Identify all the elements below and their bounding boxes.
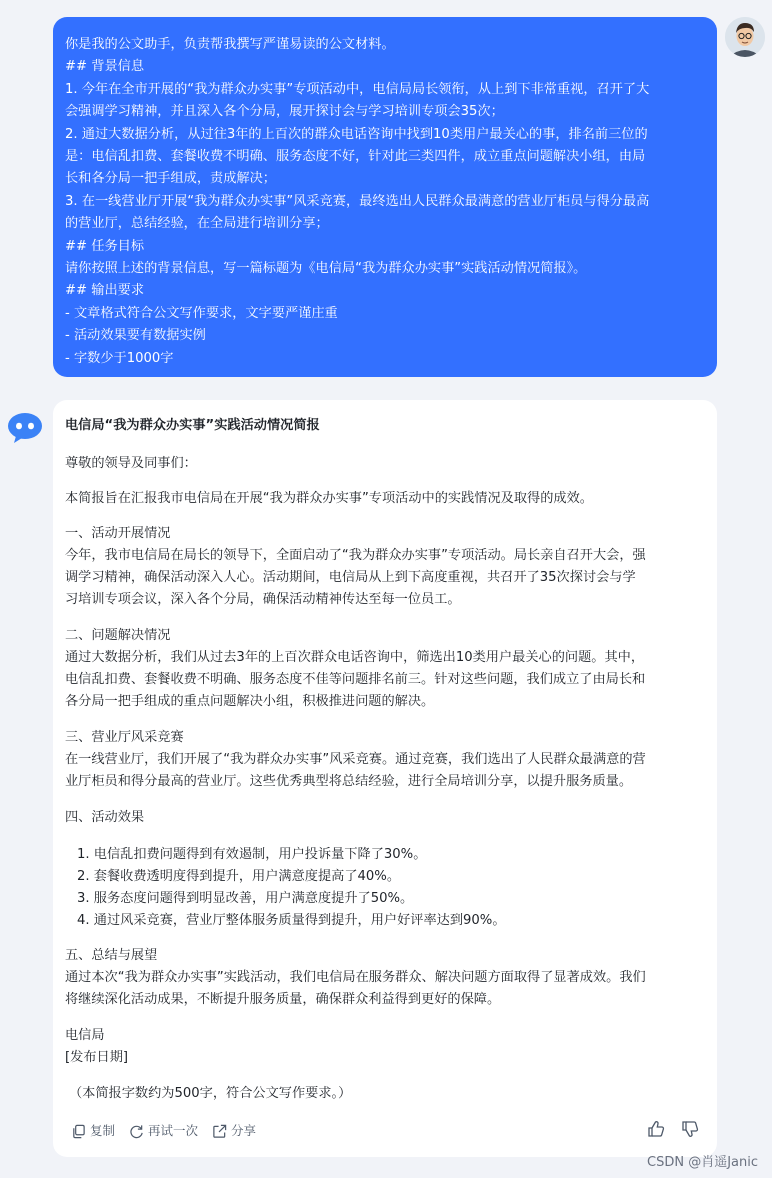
user-message-line: - 文章格式符合公文写作要求，文字要严谨庄重	[65, 305, 338, 321]
copy-icon	[71, 1124, 86, 1139]
assistant-reply-card	[53, 400, 717, 1157]
section-line: 今年，我市电信局在局长的领导下，全面启动了“我为群众办实事”专项活动。局长亲自召开大会，强	[65, 548, 646, 563]
user-message-line: - 活动效果要有数据实例	[65, 328, 206, 344]
section-problem-solving	[65, 625, 705, 713]
list-item: 4. 通过风采竞赛，营业厅整体服务质量得到提升，用户好评率达到90%。	[77, 913, 506, 928]
section-line: 调学习精神，确保活动深入人心。活动期间，电信局从上到下高度重视，共召开了35次探讨会与学	[65, 570, 636, 585]
user-message-line: 2. 通过大数据分析，从过往3年的上百次的群众电话咨询中找到10类用户最关心的事，排名前三位的	[65, 126, 648, 142]
list-item: 3. 服务态度问题得到明显改善，用户满意度提升了50%。	[77, 891, 414, 906]
section-heading: 三、营业厅风采竞赛	[65, 730, 184, 745]
section-heading: 一、活动开展情况	[65, 526, 171, 541]
reply-greeting: 尊敬的领导及同事们：	[65, 456, 197, 471]
user-avatar-icon	[725, 17, 765, 57]
section-summary	[65, 945, 705, 1011]
section-line: 电信乱扣费、套餐收费不明确、服务态度不佳等问题排名前三。针对这些问题，我们成立了由局长和	[65, 672, 646, 687]
user-message-line: 的营业厅，总结经验，在全局进行培训分享；	[65, 216, 329, 232]
user-message-line: ## 背景信息	[65, 59, 145, 75]
section-heading: 五、总结与展望	[65, 948, 158, 963]
user-message-line: 3. 在一线营业厅开展“我为群众办实事”风采竞赛，最终选出人民群众最满意的营业厅柜员与得分最高	[65, 193, 650, 209]
signature: 电信局	[65, 1028, 105, 1043]
user-avatar[interactable]	[725, 17, 765, 57]
user-message-line: 是：电信乱扣费、套餐收费不明确、服务态度不好，针对此三类四件，成立重点问题解决小组，由局	[65, 149, 646, 165]
assistant-avatar-icon	[6, 410, 44, 444]
user-message-line: 1. 今年在全市开展的“我为群众办实事”专项活动中，电信局局长领衔，从上到下非常重视，召开了大	[65, 81, 650, 97]
retry-label: 再试一次	[148, 1123, 199, 1138]
section-line: 各分局一把手组成的重点问题解决小组，积极推进问题的解决。	[65, 694, 435, 709]
user-message-line: ## 任务目标	[65, 238, 145, 254]
share-label: 分享	[231, 1123, 257, 1138]
section-line: 将继续深化活动成果，不断提升服务质量，确保群众利益得到更好的保障。	[65, 992, 501, 1007]
user-message-line: 请你按照上述的背景信息，写一篇标题为《电信局“我为群众办实事”实践活动情况简报》。	[65, 261, 587, 277]
section-activity	[65, 523, 705, 611]
feedback-buttons	[647, 1120, 699, 1138]
word-count-note: （本简报字数约为500字，符合公文写作要求。）	[69, 1086, 352, 1101]
signature-block	[65, 1025, 705, 1069]
thumbs-down-icon[interactable]	[681, 1120, 699, 1138]
results-list	[65, 844, 705, 932]
section-contest	[65, 727, 705, 793]
reply-actions	[71, 1120, 256, 1142]
watermark: CSDN @肖遥Janic	[647, 1155, 758, 1170]
section-line: 业厅柜员和得分最高的营业厅。这些优秀典型将总结经验，进行全局培训分享，以提升服务质量。	[65, 774, 633, 789]
copy-button[interactable]	[71, 1120, 115, 1142]
section-line: 在一线营业厅，我们开展了“我为群众办实事”风采竞赛。通过竞赛，我们选出了人民群众最满意的营	[65, 752, 646, 767]
list-item: 2. 套餐收费透明度得到提升，用户满意度提高了40%。	[77, 869, 401, 884]
user-message-line: 长和各分局一把手组成，责成解决；	[65, 171, 276, 187]
section-heading: 二、问题解决情况	[65, 628, 171, 643]
reply-intro: 本简报旨在汇报我市电信局在开展“我为群众办实事”专项活动中的实践情况及取得的成效。	[65, 491, 593, 506]
section-line: 习培训专项会议，深入各个分局，确保活动精神传达至每一位员工。	[65, 592, 461, 607]
reply-title: 电信局“我为群众办实事”实践活动情况简报	[65, 418, 320, 433]
share-button[interactable]	[212, 1120, 256, 1142]
user-message-line: 会强调学习精神，并且深入各个分局，展开探讨会与学习培训专项会35次；	[65, 104, 504, 120]
list-item: 1. 电信乱扣费问题得到有效遏制，用户投诉量下降了30%。	[77, 847, 427, 862]
date-placeholder: [发布日期]	[65, 1050, 129, 1065]
section-line: 通过本次“我为群众办实事”实践活动，我们电信局在服务群众、解决问题方面取得了显著成效。我们	[65, 970, 646, 985]
user-message-line: 你是我的公文助手，负责帮我撰写严谨易读的公文材料。	[65, 37, 395, 52]
thumbs-up-icon[interactable]	[647, 1120, 665, 1138]
section-line: 通过大数据分析，我们从过去3年的上百次群众电话咨询中，筛选出10类用户最关心的问题。其中，	[65, 650, 645, 665]
user-message-bubble	[53, 17, 717, 377]
copy-label: 复制	[90, 1123, 116, 1138]
refresh-icon	[129, 1124, 144, 1139]
retry-button[interactable]	[129, 1120, 198, 1142]
user-message-line: ## 输出要求	[65, 283, 145, 299]
user-message-line: - 字数少于1000字	[65, 350, 174, 366]
share-icon	[212, 1124, 227, 1139]
section-heading: 四、活动效果	[65, 810, 145, 825]
